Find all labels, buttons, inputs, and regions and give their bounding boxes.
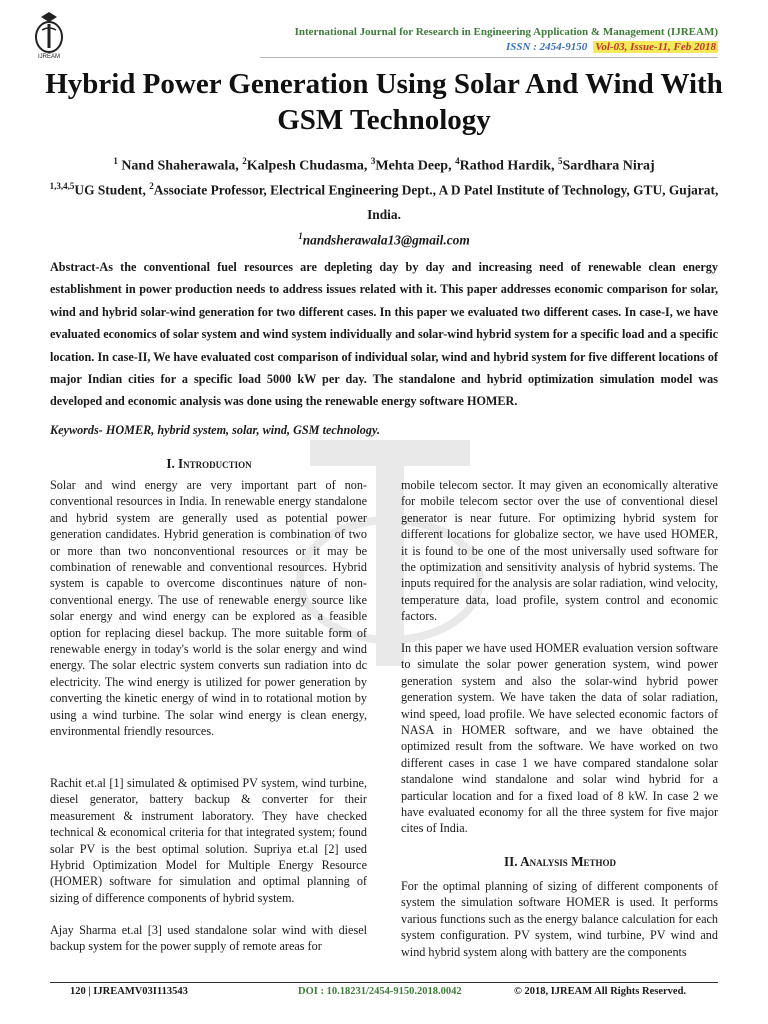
keywords: Keywords- HOMER, hybrid system, solar, wind, GSM technology. — [50, 423, 380, 437]
section-heading-analysis-method — [401, 852, 719, 872]
footer-page-id: 120 | IJREAMV03I113543 — [70, 986, 188, 997]
logo-text: IJREAM — [37, 54, 61, 60]
volume-issue: Vol-03, Issue-11, Feb 2018 — [595, 41, 716, 53]
affiliation-text: Associate Professor, Electrical Engineering Dept., A D Patel Institute of Technology, GTU, Gujarat, India. — [153, 182, 719, 223]
author-name: Rathod Hardik, — [459, 158, 558, 174]
paragraph: mobile telecom sector. It may given an economically alterative for mobile telecom sector over the use of conventional diesel generator is near future. For optimizing hybrid system for different locations for globalize sector, we have used HOMER, it is found to be one of the most universally used software for the optimization and sensitivity analysis of hybrid systems. The inputs required for the analysis are solar radiation, wind velocity, temperature data, load profile, system control and economic factors. — [401, 478, 719, 624]
abstract: Abstract-As the conventional fuel resources are depleting day by day and increasing need of renewable clean energy establishment in power production needs to address issues related with it. This paper addresses economic comparison for solar, wind and hybrid solar-wind generation for two different cases. In this paper we evaluated two different cases. In case-I, we have evaluated economics of solar system and wind system individually and solar-wind hybrid system for a specific load and a specific location. In case-II, We have evaluated cost comparison of individual solar, wind and hybrid system for five different locations of major Indian cities for a specific load 5000 kW per day. The standalone and hybrid optimization simulation model was developed and economic analysis was done using the renewable energy software HOMER. — [50, 260, 718, 409]
journal-name: International Journal for Research in Engineering Application & Management (IJREAM) — [294, 26, 718, 38]
author-sup: 5 — [558, 156, 563, 166]
author-name: Nand Shaherawala, — [117, 158, 243, 174]
footer-divider — [50, 982, 718, 983]
paragraph: For the optimal planning of sizing of different components of system the simulation software HOMER is used. It performs various functions such as the energy balance calculation for each system configuration. PV system, wind turbine, PV wind and wind hybrid system along with battery are the components — [401, 879, 718, 959]
issn: ISSN : 2454-9150 — [505, 41, 588, 53]
author-sup: 4 — [455, 156, 460, 166]
affiliation-role: UG Student, — [74, 182, 150, 198]
author-name: Kalpesh Chudasma, — [246, 158, 371, 174]
email-address: nandsherawala13@gmail.com — [302, 232, 470, 248]
ijream-logo-icon — [32, 10, 66, 60]
footer-doi: DOI : 10.18231/2454-9150.2018.0042 — [298, 986, 462, 997]
paragraph: Ajay Sharma et.al [3] used standalone solar wind with diesel backup system for the power supply of remote areas for — [50, 923, 367, 954]
author-sup: 2 — [242, 156, 247, 166]
author-sup: 3 — [370, 156, 376, 166]
author-name: Mehta Deep, — [375, 158, 456, 174]
section-heading-text: I. Introduction — [166, 456, 252, 471]
paragraph: In this paper we have used HOMER evaluation version software to simulate the solar power generation system, wind power generation system and also the solar-wind hybrid power generation system. We have taken the data of solar radiation, wind speed, load profile. We have selected economic factors of NASA in HOMER software, and we have obtained the optimized result from the software. We have worked on two different cases in case 1 we have compared standalone solar standalone wind standalone and solar wind hybrid for a particular location and for a fixed load of 8 kW. In case 2 we have evaluated economy for all the three system for five major cites of India. — [401, 641, 718, 836]
affiliation-sup: 1,3,4,5 — [49, 181, 75, 191]
header-meta — [88, 41, 718, 53]
header-divider — [260, 57, 718, 58]
author-name: Sardhara Niraj — [562, 158, 655, 174]
paragraph: Rachit et.al [1] simulated & optimised PV system, wind turbine, diesel generator, battery backup & converter for their measurement & instrument laboratory. They have checked technical & economical criteria for that integrated system; found solar PV is the best optimal solution. Supriya et.al [2] used Hybrid Optimization Model for Multiple Energy Resource (HOMER) software for simulation and optimal planning of sizing of difference components of hybrid system. — [50, 776, 367, 905]
contact-email — [40, 224, 728, 252]
affiliation-sup: 2 — [149, 181, 154, 191]
email-sup: 1 — [298, 231, 303, 241]
section-heading-introduction — [50, 454, 368, 474]
paper-title: Hybrid Power Generation Using Solar And Wind With GSM Technology — [45, 68, 723, 136]
footer-copyright: © 2018, IJREAM All Rights Reserved. — [514, 986, 687, 997]
paragraph: Solar and wind energy are very important part of non-conventional resources in India. In renewable energy standalone and hybrid system are generally used as potential power generation candidates. Hybrid generation is combination of two or more than two nonconventional resources or it may be combination of renewable and conventional resources. Hybrid system is capable to overcome discontinues nature of non-conventional energy. The use of renewable energy source like solar energy and wind energy can be explored as a feasible option for replacing diesel backup. The more suitable form of renewable energy in today's world is the solar energy and wind energy. The solar electric system converts sun radiation into dc electricity. The wind energy is utilized for power generation by converting the kinetic energy of wind in to rotational motion by using a wind turbine. The solar wind energy is clean energy, environmental friendly resources. — [50, 478, 367, 739]
section-heading-text: II. Analysis Method — [503, 854, 617, 869]
author-sup: 1 — [113, 156, 118, 166]
affiliation — [40, 174, 728, 227]
